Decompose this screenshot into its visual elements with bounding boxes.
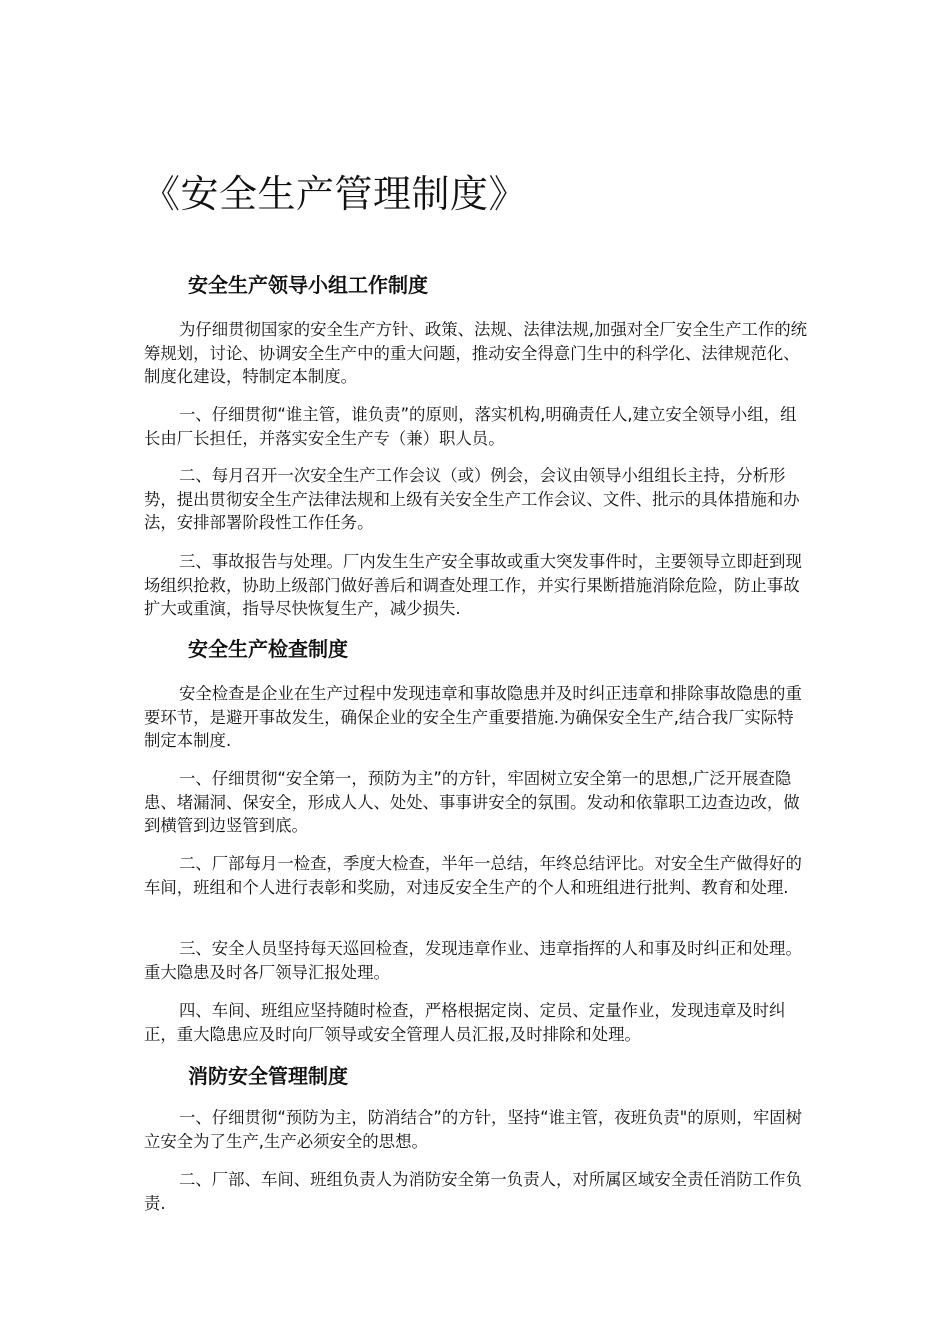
paragraph: 四、车间、班组应坚持随时检查，严格根据定岗、定员、定量作业，发现违章及时纠正，重大隐患应及时向厂领导或安全管理人员汇报,及时排除和处理。 [144,1001,786,1044]
paragraph: 一、仔细贯彻“谁主管，谁负责”的原则，落实机构,明确责任人,建立安全领导小组，组长由厂长担任，并落实安全生产专（兼）职人员。 [144,405,797,448]
section-heading-leadership: 安全生产领导小组工作制度 [188,273,428,297]
paragraph: 安全检查是企业在生产过程中发现违章和事故隐患并及时纠正违章和排除事故隐患的重要环节，是避开事故发生，确保企业的安全生产重要措施.为确保安全生产,结合我厂实际特制定本制度. [144,684,802,750]
paragraph: 二、每月召开一次安全生产工作会议（或）例会，会议由领导小组组长主持，分析形势，提出贯彻安全生产法律法规和上级有关安全生产工作会议、文件、批示的具体措施和办法，安排部署阶段性工作任务。 [144,466,800,532]
paragraph: 二、厂部、车间、班组负责人为消防安全第一负责人，对所属区域安全责任消防工作负责. [144,1170,802,1213]
document-title: 《安全生产管理制度》 [142,172,528,216]
paragraph: 一、仔细贯彻“预防为主，防消结合”的方针，坚持“谁主管，夜班负责"的原则，牢固树立安全为了生产,生产必须安全的思想。 [144,1108,803,1151]
paragraph: 为仔细贯彻国家的安全生产方针、政策、法规、法律法规,加强对全厂安全生产工作的统筹规划，讨论、协调安全生产中的重大问题，推动安全得意门生中的科学化、法律规范化、制度化建设，特制定本制度。 [144,320,808,386]
section-heading-inspection: 安全生产检查制度 [188,637,348,661]
paragraph: 三、事故报告与处理。厂内发生生产安全事故或重大突发事件时，主要领导立即赶到现场组织抢救，协助上级部门做好善后和调查处理工作，并实行果断措施消除危险，防止事故扩大或重演，指导尽快恢复生产，减少损失. [144,552,802,618]
paragraph: 一、仔细贯彻“安全第一，预防为主”的方针，牢固树立安全第一的思想,广泛开展查隐患、堵漏洞、保安全，形成人人、处处、事事讲安全的氛围。发动和依靠职工边查边改，做到横管到边竖管到底。 [144,769,800,835]
paragraph: 二、厂部每月一检查，季度大检查，半年一总结，年终总结评比。对安全生产做得好的车间，班组和个人进行表彰和奖励，对违反安全生产的个人和班组进行批判、教育和处理. [144,854,802,897]
section-heading-fire-safety: 消防安全管理制度 [188,1064,348,1088]
paragraph: 三、安全人员坚持每天巡回检查，发现违章作业、违章指挥的人和事及时纠正和处理。重大隐患及时各厂领导汇报处理。 [144,939,802,982]
